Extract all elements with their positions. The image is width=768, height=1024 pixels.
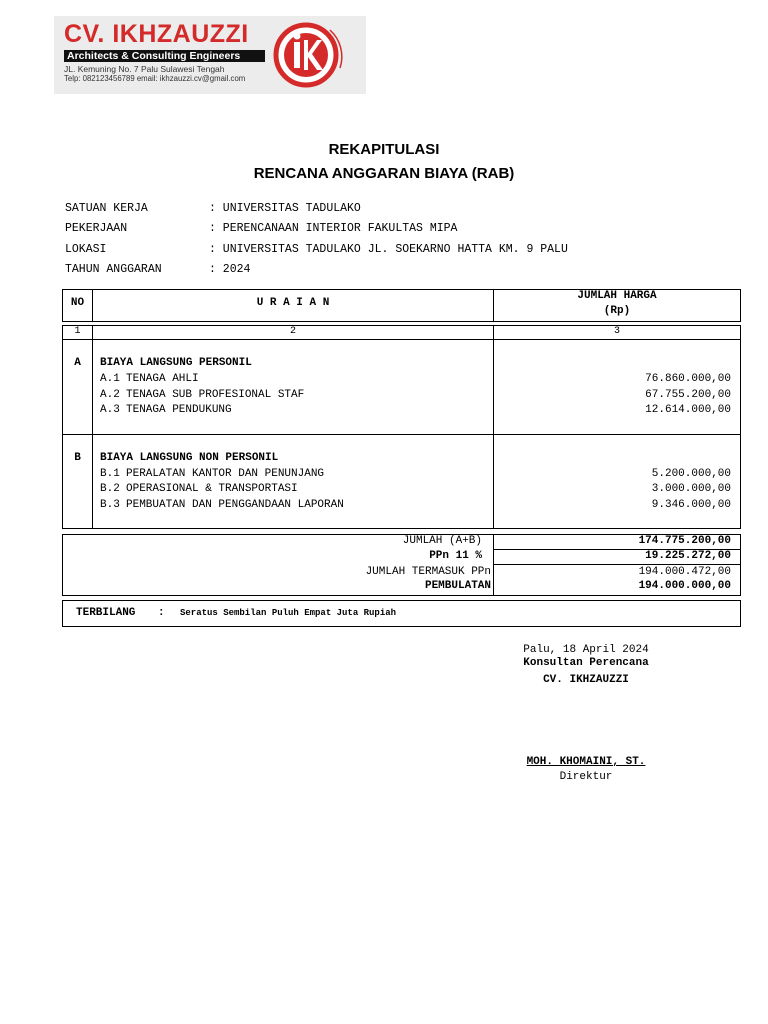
item-amount: 3.000.000,00 [651, 483, 731, 495]
document-title: REKAPITULASI [328, 141, 440, 158]
company-name: CV. IKHZAUZZI [64, 20, 249, 48]
item-name: OPERASIONAL & TRANSPORTASI [126, 483, 298, 495]
item-code: A.1 [100, 373, 120, 385]
column-number: 3 [613, 326, 620, 337]
signature-place-date: Palu, 18 April 2024 [523, 644, 649, 656]
total-value-jumlah: 174.775.200,00 [638, 535, 731, 547]
total-value-termasuk-ppn: 194.000.472,00 [638, 566, 731, 578]
signature-name: MOH. KHOMAINI, ST. [526, 756, 646, 768]
item-name: PEMBUATAN DAN PENGGANDAAN LAPORAN [126, 499, 344, 511]
item-code: B.2 [100, 483, 120, 495]
terbilang-label: TERBILANG [76, 607, 136, 619]
item-amount: 67.755.200,00 [645, 389, 731, 401]
row-divider [62, 339, 741, 340]
column-number: 1 [74, 326, 81, 337]
column-number: 2 [289, 326, 296, 337]
total-label-termasuk-ppn: JUMLAH TERMASUK PPn [365, 566, 491, 578]
section-code: B [74, 452, 81, 464]
item-amount: 76.860.000,00 [645, 373, 731, 385]
item-name: TENAGA PENDUKUNG [126, 404, 232, 416]
info-label-tahun-anggaran: TAHUN ANGGARAN [65, 263, 162, 276]
signature-company: CV. IKHZAUZZI [543, 674, 629, 686]
company-contact: Telp: 082123456789 email: ikhzauzzi.cv@gmail.com [64, 74, 246, 83]
item-amount: 5.200.000,00 [651, 468, 731, 480]
column-divider [92, 325, 93, 529]
row-divider [493, 564, 741, 565]
info-value-pekerjaan: : PERENCANAAN INTERIOR FAKULTAS MIPA [209, 222, 458, 235]
section-title: BIAYA LANGSUNG NON PERSONIL [100, 452, 279, 464]
item-name: TENAGA AHLI [126, 373, 199, 385]
item-code: A.3 [100, 404, 120, 416]
total-value-ppn: 19.225.272,00 [645, 550, 731, 562]
signature-role: Konsultan Perencana [523, 657, 649, 669]
header-no: NO [70, 297, 85, 309]
company-address: JL. Kemuning No. 7 Palu Sulawesi Tengah [64, 64, 225, 74]
terbilang-text: Seratus Sembilan Puluh Empat Juta Rupiah [180, 608, 397, 618]
info-label-pekerjaan: PEKERJAAN [65, 222, 128, 235]
signature-position: Direktur [559, 771, 613, 783]
info-value-satuan-kerja: : UNIVERSITAS TADULAKO [209, 202, 361, 215]
info-label-lokasi: LOKASI [65, 243, 107, 256]
company-tagline: Architects & Consulting Engineers [64, 50, 265, 62]
terbilang-separator: : [158, 607, 165, 619]
header-uraian: U R A I A N [256, 297, 330, 309]
company-seal-logo [270, 18, 350, 92]
header-jumlah-harga: JUMLAH HARGA [577, 290, 657, 302]
item-amount: 9.346.000,00 [651, 499, 731, 511]
item-code: B.1 [100, 468, 120, 480]
total-label-ppn: PPn 11 % [429, 550, 482, 562]
total-value-pembulatan: 194.000.000,00 [638, 580, 731, 592]
item-code: A.2 [100, 389, 120, 401]
item-amount: 12.614.000,00 [645, 404, 731, 416]
total-label-pembulatan: PEMBULATAN [424, 580, 491, 592]
info-value-tahun-anggaran: : 2024 [209, 263, 251, 276]
letterhead [54, 16, 366, 94]
header-jumlah-unit: (Rp) [603, 305, 631, 317]
row-divider [62, 434, 741, 435]
section-title: BIAYA LANGSUNG PERSONIL [100, 357, 252, 369]
item-name: PERALATAN KANTOR DAN PENUNJANG [126, 468, 325, 480]
info-label-satuan-kerja: SATUAN KERJA [65, 202, 148, 215]
info-value-lokasi: : UNIVERSITAS TADULAKO JL. SOEKARNO HATTA KM. 9 PALU [209, 243, 568, 256]
section-code: A [74, 357, 81, 369]
item-name: TENAGA SUB PROFESIONAL STAF [126, 389, 305, 401]
total-label-jumlah: JUMLAH (A+B) [402, 535, 482, 547]
item-code: B.3 [100, 499, 120, 511]
document-subtitle: RENCANA ANGGARAN BIAYA (RAB) [253, 165, 515, 182]
